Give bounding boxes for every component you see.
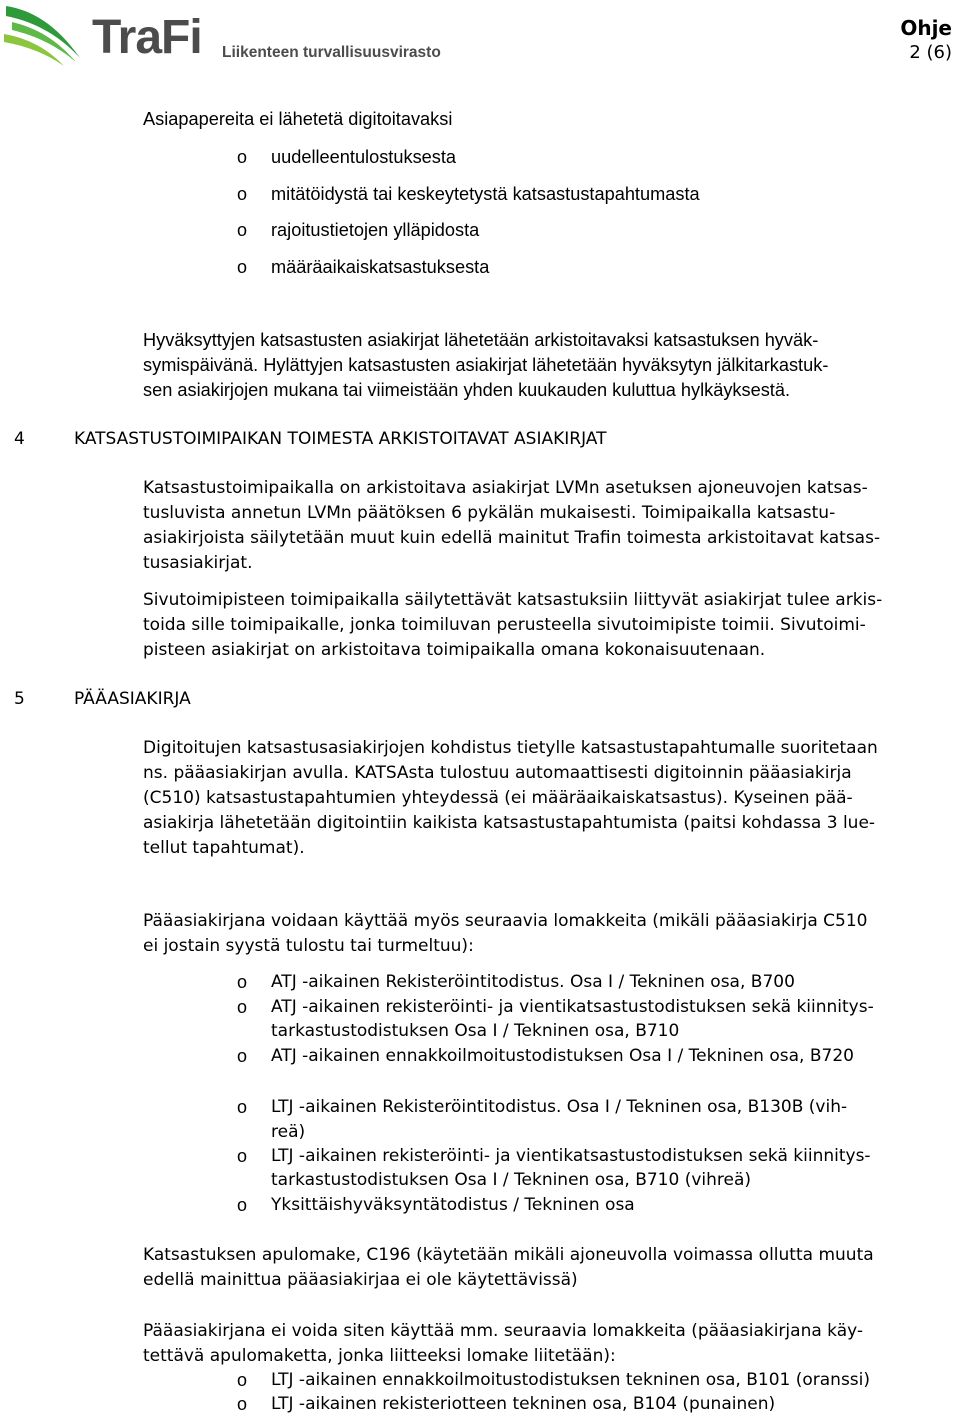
paragraph-line: ns. pääasiakirjan avulla. KATSAsta tulostuu automaattisesti digitoinnin pääasiakirja	[143, 763, 852, 783]
intro-lead: Asiapapereita ei lähetetä digitoitavaksi	[143, 109, 453, 129]
bullet-marker: o	[237, 1146, 248, 1166]
list-item: rajoitustietojen ylläpidosta	[271, 220, 480, 240]
paragraph-line: tettävä apulomaketta, jonka liitteeksi lomake liitetään):	[143, 1346, 616, 1366]
list-item: LTJ -aikainen rekisteröinti- ja vientikatsastustodistuksen sekä kiinnitys-	[271, 1146, 871, 1166]
list-item: uudelleentulostuksesta	[271, 147, 457, 167]
paragraph-line: ei jostain syystä tulostu tai turmeltuu):	[143, 936, 474, 956]
section-number: 4	[14, 429, 25, 449]
logo-wordmark: TraFi	[92, 11, 202, 64]
list-item-continuation: tarkastustodistuksen Osa I / Tekninen osa, B710	[271, 1021, 680, 1041]
paragraph-line: tellut tapahtumat).	[143, 838, 305, 858]
list-item: LTJ -aikainen ennakkoilmoitustodistuksen tekninen osa, B101 (oranssi)	[271, 1370, 871, 1390]
paragraph-line: Katsastuksen apulomake, C196 (käytetään mikäli ajoneuvolla voimassa ollutta muuta	[143, 1245, 874, 1265]
bullet-marker: o	[237, 1097, 248, 1117]
list-item: määräaikaiskatsastuksesta	[271, 257, 490, 277]
paragraph-line: Hyväksyttyjen katsastusten asiakirjat lähetetään arkistoitavaksi katsastuksen hyväk-	[143, 330, 819, 350]
list-item: mitätöidystä tai keskeytetystä katsastustapahtumasta	[271, 184, 700, 204]
logo-subtitle: Liikenteen turvallisuusvirasto	[222, 44, 441, 61]
paragraph-line: sen asiakirjojen mukana tai viimeistään yhden kuukauden kuluttua hylkäyksestä.	[143, 380, 791, 400]
bullet-marker: o	[237, 257, 248, 277]
section-title: PÄÄASIAKIRJA	[74, 689, 191, 709]
section-title: KATSASTUSTOIMIPAIKAN TOIMESTA ARKISTOITAVAT ASIAKIRJAT	[74, 429, 607, 449]
list-item-continuation: tarkastustodistuksen Osa I / Tekninen osa, B710 (vihreä)	[271, 1170, 752, 1190]
page-number: 2 (6)	[909, 42, 952, 63]
paragraph-line: Sivutoimipisteen toimipaikalla säilytettävät katsastuksiin liittyvät asiakirjat tulee arkis-	[143, 590, 883, 610]
paragraph-line: tusluvista annetun LVMn päätöksen 6 pykälän mukaisesti. Toimipaikalla katsastu-	[143, 503, 836, 523]
paragraph-line: toida sille toimipaikalle, jonka toimiluvan perusteella sivutoimipiste toimii. Sivutoimi-	[143, 615, 866, 635]
bullet-marker: o	[237, 1370, 248, 1390]
paragraph-line: edellä mainittua pääasiakirjaa ei ole käytettävissä)	[143, 1270, 578, 1290]
bullet-marker: o	[237, 1394, 248, 1414]
bullet-marker: o	[237, 147, 248, 167]
paragraph-line: Pääasiakirjana ei voida siten käyttää mm. seuraavia lomakkeita (pääasiakirjana käy-	[143, 1321, 864, 1341]
paragraph-line: tusasiakirjat.	[143, 553, 253, 573]
section-number: 5	[14, 689, 25, 709]
bullet-marker: o	[237, 1195, 248, 1215]
list-item: LTJ -aikainen rekisteriotteen tekninen osa, B104 (punainen)	[271, 1394, 776, 1414]
list-item: ATJ -aikainen ennakkoilmoitustodistuksen Osa I / Tekninen osa, B720	[271, 1046, 854, 1066]
list-item-continuation: reä)	[271, 1122, 306, 1142]
list-item: ATJ -aikainen Rekisteröintitodistus. Osa I / Tekninen osa, B700	[271, 972, 795, 992]
paragraph-line: (C510) katsastustapahtumien yhteydessä (ei määräaikaiskatsastus). Kyseinen pää-	[143, 788, 853, 808]
paragraph-line: Digitoitujen katsastusasiakirjojen kohdistus tietylle katsastustapahtumalle suoritetaan	[143, 738, 878, 758]
trafi-swoosh-icon	[2, 0, 102, 72]
bullet-marker: o	[237, 1046, 248, 1066]
paragraph-line: Pääasiakirjana voidaan käyttää myös seuraavia lomakkeita (mikäli pääasiakirja C510	[143, 911, 868, 931]
bullet-marker: o	[237, 220, 248, 240]
paragraph-line: symispäivänä. Hylättyjen katsastusten asiakirjat lähetetään hyväksytyn jälkitarkastuk-	[143, 355, 829, 375]
bullet-marker: o	[237, 184, 248, 204]
list-item: LTJ -aikainen Rekisteröintitodistus. Osa I / Tekninen osa, B130B (vih-	[271, 1097, 848, 1117]
paragraph-line: asiakirjoista säilytetään muut kuin edellä mainitut Trafin toimesta arkistoitavat katsas-	[143, 528, 881, 548]
paragraph-line: asiakirja lähetetään digitointiin kaikista katsastustapahtumista (paitsi kohdassa 3 lue-	[143, 813, 876, 833]
bullet-marker: o	[237, 972, 248, 992]
list-item: Yksittäishyväksyntätodistus / Tekninen osa	[271, 1195, 635, 1215]
trafi-logo	[2, 0, 442, 72]
list-item: ATJ -aikainen rekisteröinti- ja vientikatsastustodistuksen sekä kiinnitys-	[271, 997, 874, 1017]
paragraph-line: Katsastustoimipaikalla on arkistoitava asiakirjat LVMn asetuksen ajoneuvojen katsas-	[143, 478, 868, 498]
document-type: Ohje	[900, 16, 952, 40]
paragraph-line: pisteen asiakirjat on arkistoitava toimipaikalla omana kokonaisuutenaan.	[143, 640, 766, 660]
bullet-marker: o	[237, 997, 248, 1017]
